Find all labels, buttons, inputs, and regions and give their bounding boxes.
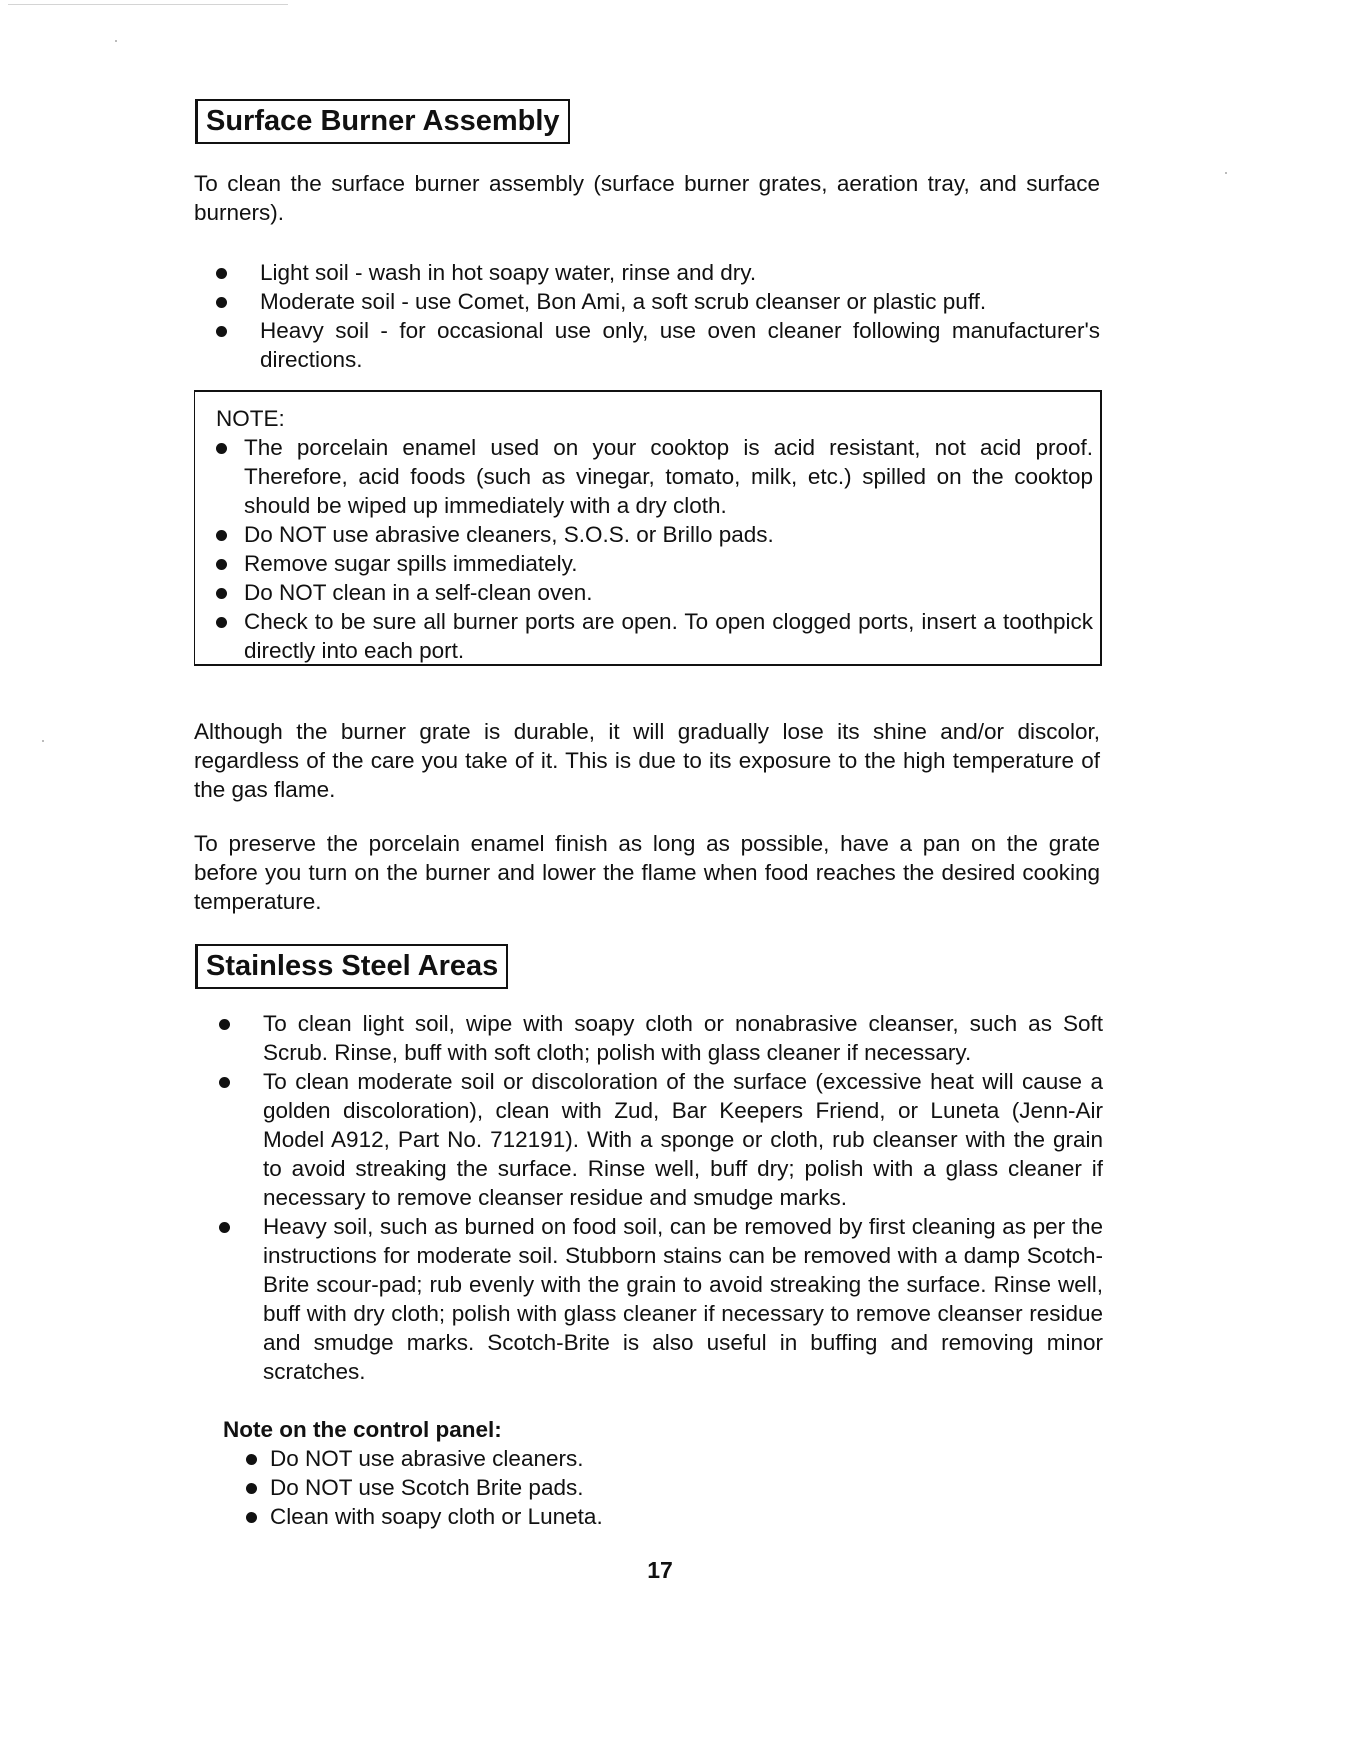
surface-burner-heading: Surface Burner Assembly xyxy=(195,99,570,144)
stainless-steel-heading: Stainless Steel Areas xyxy=(195,944,508,989)
list-item: Heavy soil, such as burned on food soil, can be removed by first cleaning as per the instructions for moderate soil. Stubborn stains can be removed with a damp Scotch-Brite scour-pad; rub evenly with the grain to avoid streaking the surface. Rinse well, buff with dry cloth; polish with glass cleaner if necessary to remove cleanser residue and smudge marks. Scotch-Brite is also useful in buffing and removing minor scratches. xyxy=(219,1212,1103,1386)
list-item: Remove sugar spills immediately. xyxy=(215,549,1093,578)
scan-speck xyxy=(115,40,117,42)
control-panel-bullet-list xyxy=(246,1444,603,1531)
scan-speck xyxy=(1225,172,1227,174)
list-item: Clean with soapy cloth or Luneta. xyxy=(246,1502,603,1531)
list-item: The porcelain enamel used on your cooktop is acid resistant, not acid proof. Therefore, acid foods (such as vinegar, tomato, milk, etc.) spilled on the cooktop should be wiped up immediately with a dry cloth. xyxy=(215,433,1093,520)
scan-speck xyxy=(8,4,288,5)
surface-intro: To clean the surface burner assembly (surface burner grates, aeration tray, and surface burners). xyxy=(194,171,1100,225)
note-bullet-list xyxy=(215,433,1093,665)
list-item: Light soil - wash in hot soapy water, rinse and dry. xyxy=(216,258,1100,287)
list-item: Do NOT use abrasive cleaners, S.O.S. or Brillo pads. xyxy=(215,520,1093,549)
page-number: 17 xyxy=(647,1557,673,1583)
steel-bullet-list xyxy=(219,1009,1103,1386)
list-item: Do NOT use Scotch Brite pads. xyxy=(246,1473,603,1502)
list-item: Do NOT clean in a self-clean oven. xyxy=(215,578,1093,607)
list-item: Do NOT use abrasive cleaners. xyxy=(246,1444,603,1473)
grate-paragraph: Although the burner grate is durable, it will gradually lose its shine and/or discolor, regardless of the care you take of it. This is due to its exposure to the high temperature of the gas flame. xyxy=(194,719,1100,802)
list-item: To clean moderate soil or discoloration of the surface (excessive heat will cause a golden discoloration), clean with Zud, Bar Keepers Friend, or Luneta (Jenn-Air Model A912, Part No. 712191). With a sponge or cloth, rub cleanser with the grain to avoid streaking the surface. Rinse well, buff dry; polish with a glass cleaner if necessary to remove cleanser residue and smudge marks. xyxy=(219,1067,1103,1212)
scan-speck xyxy=(42,740,44,742)
control-panel-title: Note on the control panel: xyxy=(223,1417,502,1442)
list-item: To clean light soil, wipe with soapy cloth or nonabrasive cleanser, such as Soft Scrub. Rinse, buff with soft cloth; polish with glass cleaner if necessary. xyxy=(219,1009,1103,1067)
surface-bullet-list xyxy=(216,258,1100,374)
preserve-paragraph: To preserve the porcelain enamel finish as long as possible, have a pan on the grate before you turn on the burner and lower the flame when food reaches the desired cooking temperature. xyxy=(194,831,1100,914)
list-item: Heavy soil - for occasional use only, use oven cleaner following manufacturer's directions. xyxy=(216,316,1100,374)
list-item: Moderate soil - use Comet, Bon Ami, a soft scrub cleanser or plastic puff. xyxy=(216,287,1100,316)
note-box xyxy=(194,390,1102,666)
list-item: Check to be sure all burner ports are open. To open clogged ports, insert a toothpick directly into each port. xyxy=(215,607,1093,665)
note-title: NOTE: xyxy=(216,406,285,431)
